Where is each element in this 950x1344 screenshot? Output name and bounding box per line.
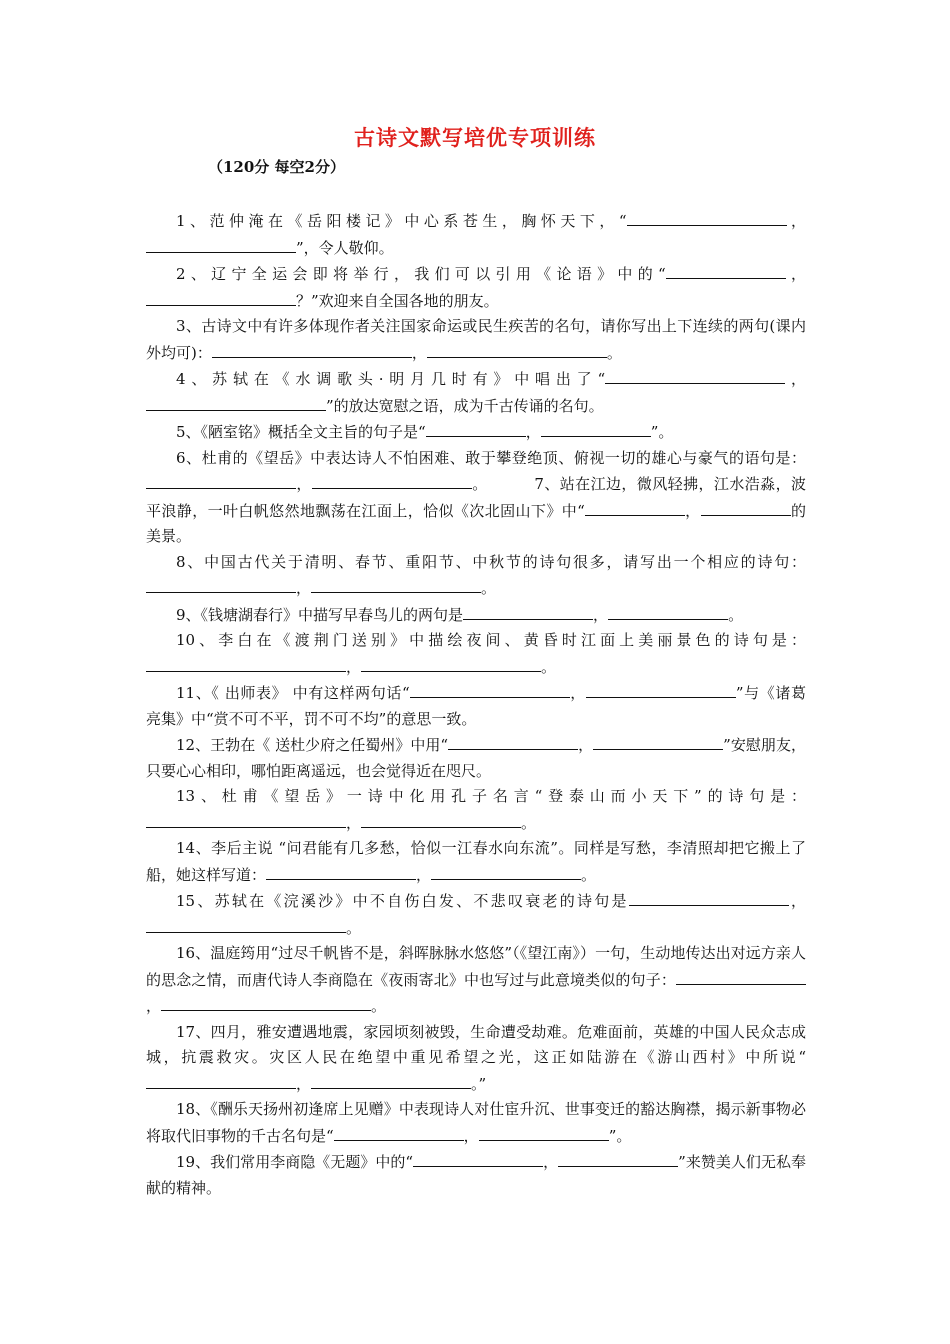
answer-blank[interactable]: [608, 602, 728, 620]
answer-blank[interactable]: [448, 732, 578, 750]
answer-blank[interactable]: [593, 732, 723, 750]
answer-blank[interactable]: [146, 288, 296, 306]
answer-blank[interactable]: [146, 575, 296, 593]
answer-blank[interactable]: [413, 1149, 543, 1167]
question-10: 10、李白在《渡荆门送别》中描绘夜间、黄昏时江面上美丽景色的诗句是：， 。: [146, 628, 806, 680]
answer-blank[interactable]: [312, 471, 472, 489]
question-16: 16、温庭筠用“过尽千帆皆不是，斜晖脉脉水悠悠”（《望江南》）一句，生动地传达出对远方亲人的思念之情，而唐代诗人李商隐在《夜雨寄北》中也写过与此意境类似的句子：， 。: [146, 944, 806, 1015]
answer-blank[interactable]: [334, 1123, 464, 1141]
answer-blank[interactable]: [410, 680, 570, 698]
answer-blank[interactable]: [585, 498, 685, 516]
question-13: 13、杜甫《望岳》一诗中化用孔子名言“登泰山而小天下”的诗句是：， 。: [146, 784, 806, 836]
answer-blank[interactable]: [361, 654, 541, 672]
answer-blank[interactable]: [146, 1071, 296, 1089]
score-note: （120分 每空2分）: [208, 158, 345, 176]
question-list: [146, 208, 806, 1201]
answer-blank[interactable]: [558, 1149, 678, 1167]
answer-blank[interactable]: [212, 340, 412, 358]
answer-blank[interactable]: [266, 862, 416, 880]
question-12: 12、王勃在《 送杜少府之任蜀州》中用“ ， ”安慰朋友，只要心心相印，哪怕距离遥远，也会觉得近在咫尺。: [146, 732, 806, 784]
answer-blank[interactable]: [426, 419, 526, 437]
question-11: 11、《 出师表》 中有这样两句话“ ， ”与《诸葛亮集》中“赏不可不平，罚不可不均”的意思一致。: [146, 680, 806, 732]
question-5: 5、《陋室铭》概括全文主旨的句子是“ ， ”。: [146, 419, 806, 446]
answer-blank[interactable]: [361, 810, 521, 828]
answer-blank[interactable]: [146, 235, 296, 253]
question-6-7: 6、杜甫的《望岳》中表达诗人不怕困难、敢于攀登绝顶、俯视一切的雄心与豪气的语句是：， 。 7、站在江边，微风轻拂，江水浩淼，波平浪静，一叶白帆悠然地飘荡在江面上，恰似《次北固山下》中“ ， 的美景。: [146, 448, 806, 545]
answer-blank[interactable]: [701, 498, 791, 516]
answer-blank[interactable]: [463, 602, 593, 620]
answer-blank[interactable]: [431, 862, 581, 880]
answer-blank[interactable]: [146, 654, 346, 672]
question-2: 2、辽宁全运会即将举行，我们可以引用《论语》中的“ ，？”欢迎来自全国各地的朋友。: [146, 261, 806, 314]
answer-blank[interactable]: [666, 261, 786, 279]
answer-blank[interactable]: [146, 810, 346, 828]
answer-blank[interactable]: [479, 1123, 609, 1141]
question-19: 19、我们常用李商隐《无题》中的“ ， ”来赞美人们无私奉献的精神。: [146, 1149, 806, 1201]
answer-blank[interactable]: [627, 208, 787, 226]
answer-blank[interactable]: [146, 915, 346, 933]
answer-blank[interactable]: [161, 993, 371, 1011]
answer-blank[interactable]: [676, 967, 806, 985]
answer-blank[interactable]: [146, 393, 326, 411]
question-17: 17、四月，雅安遭遇地震，家园顷刻被毁，生命遭受劫难。危难面前，英雄的中国人民众志成城，抗震救灾。灾区人民在绝望中重见希望之光，这正如陆游在《游山西村》中所说“， 。”: [146, 1022, 806, 1093]
question-3: 3、古诗文中有许多体现作者关注国家命运或民生疾苦的名句，请你写出上下连续的两句(课内外均可)： ， 。: [146, 317, 806, 362]
answer-blank[interactable]: [605, 366, 785, 384]
question-15: 15、苏轼在《浣溪沙》中不自伤白发、不悲叹衰老的诗句是 ，。: [146, 888, 806, 941]
question-18: 18、《酬乐天扬州初逢席上见赠》中表现诗人对仕宦升沉、世事变迁的豁达胸襟，揭示新事物必将取代旧事物的千古名句是“ ， ”。: [146, 1100, 806, 1145]
answer-blank[interactable]: [427, 340, 607, 358]
answer-blank[interactable]: [586, 680, 736, 698]
answer-blank[interactable]: [629, 888, 789, 906]
answer-blank[interactable]: [146, 471, 296, 489]
page-title: 古诗文默写培优专项训练: [354, 125, 596, 150]
question-9: 9、《钱塘湖春行》中描写早春鸟儿的两句是 ， 。: [146, 602, 806, 629]
answer-blank[interactable]: [541, 419, 651, 437]
answer-blank[interactable]: [311, 1071, 471, 1089]
question-8: 8、中国古代关于清明、春节、重阳节、中秋节的诗句很多，请写出一个相应的诗句：， 。: [146, 550, 806, 602]
question-4: 4、苏轼在《水调歌头·明月几时有》中唱出了“ ，”的放达宽慰之语，成为千古传诵的名句。: [146, 366, 806, 419]
answer-blank[interactable]: [311, 575, 481, 593]
question-14: 14、李后主说 “问君能有几多愁，恰似一江春水向东流”。同样是写愁，李清照却把它搬上了船，她这样写道： ， 。: [146, 839, 806, 884]
question-1: 1、范仲淹在《岳阳楼记》中心系苍生，胸怀天下，“ ，”，令人敬仰。: [146, 208, 806, 261]
